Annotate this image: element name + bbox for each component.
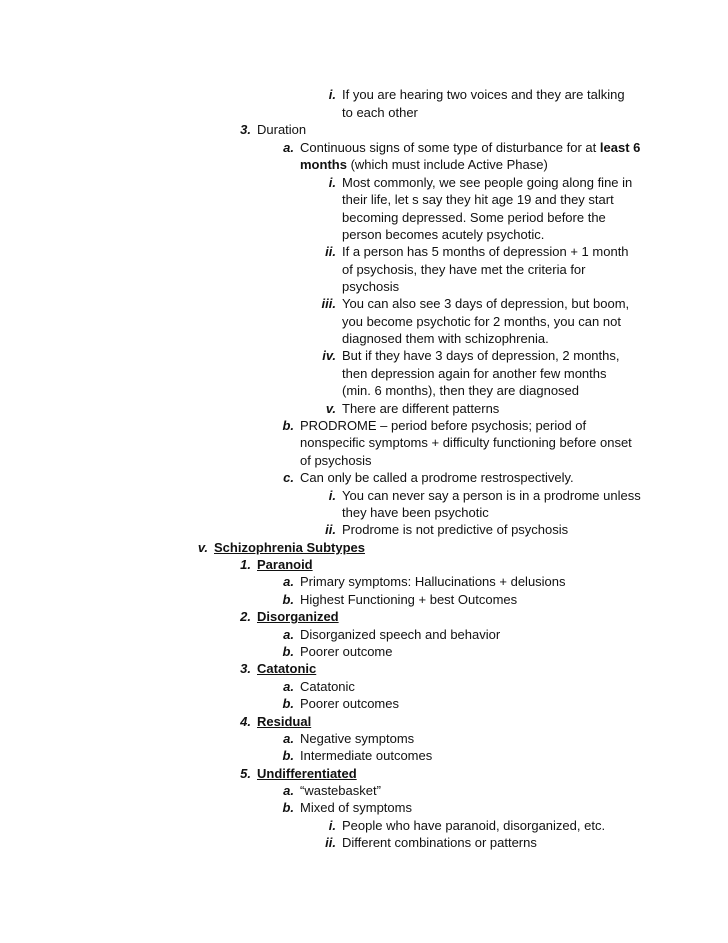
list-marker: 3. <box>240 122 251 137</box>
outline-line <box>240 765 357 782</box>
list-marker: 2. <box>240 609 251 624</box>
line-text: Primary symptoms: Hallucinations + delusions <box>300 574 566 589</box>
list-marker: i. <box>328 488 336 503</box>
outline-line <box>325 521 569 538</box>
list-marker: b. <box>282 592 294 607</box>
outline-line <box>282 591 518 608</box>
list-marker: ii. <box>325 522 336 537</box>
list-marker: a. <box>283 574 294 589</box>
line-text: (which must include Active Phase) <box>346 157 548 172</box>
line-text: There are different patterns <box>342 401 500 416</box>
outline-line <box>240 660 317 677</box>
outline-line <box>342 365 607 382</box>
list-marker: b. <box>282 418 294 433</box>
line-text: If a person has 5 months of depression + 1 month <box>342 244 629 259</box>
line-text: People who have paranoid, disorganized, etc. <box>342 818 606 833</box>
line-text: Most commonly, we see people going along fine in <box>342 175 633 190</box>
list-marker: 4. <box>240 714 251 729</box>
outline-line <box>282 417 587 434</box>
list-marker: b. <box>282 696 294 711</box>
outline-line <box>342 226 544 243</box>
list-marker: 5. <box>240 766 251 781</box>
outline-line <box>300 434 632 451</box>
list-marker: a. <box>283 679 294 694</box>
outline-line <box>283 573 566 590</box>
list-marker: iii. <box>321 296 336 311</box>
line-text: person becomes acutely psychotic. <box>342 227 545 242</box>
outline-line <box>282 799 412 816</box>
line-text: Continuous signs of some type of disturbance for at <box>300 140 600 155</box>
line-text: Intermediate outcomes <box>300 748 433 763</box>
outline-line <box>283 469 574 486</box>
list-marker: b. <box>282 748 294 763</box>
line-bold-text: months <box>300 157 347 172</box>
line-text: of psychosis, they have met the criteria for <box>342 262 586 277</box>
subtype-name: Disorganized <box>257 609 339 624</box>
line-text: then depression again for another few months <box>342 366 607 381</box>
line-text: You can never say a person is in a prodrome unless <box>342 488 641 503</box>
line-text: If you are hearing two voices and they are talking <box>342 87 625 102</box>
list-marker: 3. <box>240 661 251 676</box>
subtype-name: Paranoid <box>257 557 313 572</box>
section-heading <box>197 539 365 556</box>
outline-line <box>325 834 537 851</box>
list-marker: a. <box>283 731 294 746</box>
outline-line <box>240 121 307 138</box>
list-marker: i. <box>328 87 336 102</box>
outline-line <box>325 400 500 417</box>
outline-line <box>322 347 620 364</box>
line-text: their life, let s say they hit age 19 and they start <box>342 192 614 207</box>
outline-line <box>300 156 548 173</box>
line-text: Different combinations or patterns <box>342 835 537 850</box>
list-marker: 1. <box>240 557 251 572</box>
outline-line <box>342 313 621 330</box>
line-text: Highest Functioning + best Outcomes <box>300 592 518 607</box>
list-marker: iv. <box>322 348 336 363</box>
list-marker: i. <box>328 175 336 190</box>
line-text: becoming depressed. Some period before the <box>342 210 606 225</box>
outline-line <box>282 695 399 712</box>
line-text: Catatonic <box>300 679 355 694</box>
line-text: Disorganized speech and behavior <box>300 627 501 642</box>
outline-line <box>328 487 641 504</box>
list-marker: b. <box>282 644 294 659</box>
line-text: diagnosed them with schizophrenia. <box>342 331 549 346</box>
subtype-name: Undifferentiated <box>257 766 357 781</box>
subtype-name: Catatonic <box>257 661 317 676</box>
line-text: Can only be called a prodrome restrospectively. <box>300 470 574 485</box>
line-text: You can also see 3 days of depression, but boom, <box>342 296 630 311</box>
line-text: (min. 6 months), then they are diagnosed <box>342 383 580 398</box>
outline-line <box>342 330 549 347</box>
outline-line <box>321 295 630 312</box>
list-marker: i. <box>328 818 336 833</box>
line-text: of psychosis <box>300 453 372 468</box>
line-text: to each other <box>342 105 418 120</box>
list-marker: v. <box>197 540 208 555</box>
outline-line <box>283 678 355 695</box>
list-marker: ii. <box>325 244 336 259</box>
outline-line <box>240 556 313 573</box>
outline-line <box>342 104 418 121</box>
outline-line <box>328 817 606 834</box>
outline-line <box>342 278 399 295</box>
line-text: Negative symptoms <box>300 731 415 746</box>
outline-line <box>283 730 415 747</box>
list-marker: a. <box>283 140 294 155</box>
outline-line <box>328 86 625 103</box>
outline-line <box>283 626 501 643</box>
line-text: Poorer outcome <box>300 644 393 659</box>
line-text: PRODROME – period before psychosis; period of <box>300 418 587 433</box>
outline-line <box>328 174 633 191</box>
line-text: nonspecific symptoms + difficulty functioning before onset <box>300 435 632 450</box>
line-text: you become psychotic for 2 months, you can not <box>342 314 621 329</box>
list-marker: ii. <box>325 835 336 850</box>
line-text: “wastebasket” <box>300 783 381 798</box>
outline-line <box>300 452 372 469</box>
outline-line <box>282 643 393 660</box>
list-marker: v. <box>325 401 336 416</box>
outline-line <box>325 243 629 260</box>
outline-line <box>342 209 606 226</box>
line-text: Poorer outcomes <box>300 696 399 711</box>
line-text: psychosis <box>342 279 400 294</box>
outline-line <box>342 382 579 399</box>
outline-line <box>342 504 489 521</box>
line-text: Duration <box>257 122 307 137</box>
line-text: Mixed of symptoms <box>300 800 412 815</box>
outline-line <box>282 747 433 764</box>
line-text: they have been psychotic <box>342 505 489 520</box>
line-text: But if they have 3 days of depression, 2 months, <box>342 348 620 363</box>
list-marker: c. <box>283 470 294 485</box>
outline-line <box>342 191 614 208</box>
subtype-name: Residual <box>257 714 312 729</box>
list-marker: a. <box>283 627 294 642</box>
outline-line <box>240 608 339 625</box>
list-marker: a. <box>283 783 294 798</box>
line-bold-text: least 6 <box>599 140 641 155</box>
outline-line <box>283 782 381 799</box>
heading-text: Schizophrenia Subtypes <box>214 540 365 555</box>
list-marker: b. <box>282 800 294 815</box>
outline-line <box>342 261 586 278</box>
line-text: Prodrome is not predictive of psychosis <box>342 522 569 537</box>
outline-line <box>283 139 641 156</box>
outline-line <box>240 713 312 730</box>
